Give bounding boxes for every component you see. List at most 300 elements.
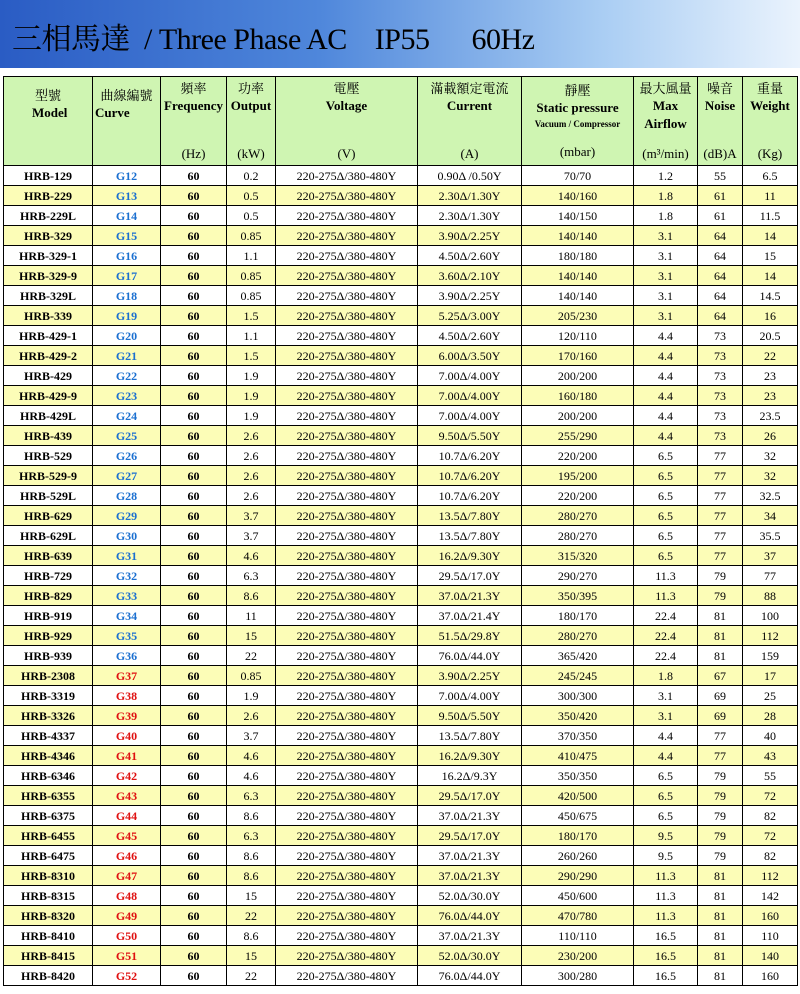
output-cell: 6.3 bbox=[227, 826, 276, 846]
current-cell: 76.0Δ/44.0Y bbox=[418, 966, 522, 986]
noise-cell: 73 bbox=[698, 426, 743, 446]
model-cell: HRB-429-2 bbox=[4, 346, 93, 366]
output-cell: 0.85 bbox=[227, 226, 276, 246]
voltage-cell: 220-275Δ/380-480Y bbox=[276, 746, 418, 766]
table-row bbox=[4, 426, 798, 446]
curve-cell: G37 bbox=[93, 666, 161, 686]
airflow-cell: 4.4 bbox=[634, 746, 698, 766]
voltage-cell: 220-275Δ/380-480Y bbox=[276, 766, 418, 786]
table-row bbox=[4, 366, 798, 386]
curve-cell: G34 bbox=[93, 606, 161, 626]
current-cell: 76.0Δ/44.0Y bbox=[418, 906, 522, 926]
model-cell: HRB-4337 bbox=[4, 726, 93, 746]
weight-cell: 32.5 bbox=[743, 486, 798, 506]
voltage-cell: 220-275Δ/380-480Y bbox=[276, 526, 418, 546]
airflow-cell: 3.1 bbox=[634, 226, 698, 246]
noise-cell: 77 bbox=[698, 506, 743, 526]
frequency-cell: 60 bbox=[161, 606, 227, 626]
model-cell: HRB-8315 bbox=[4, 886, 93, 906]
column-header-cn: 功率 bbox=[237, 81, 264, 96]
airflow-cell: 3.1 bbox=[634, 286, 698, 306]
noise-cell: 81 bbox=[698, 946, 743, 966]
weight-cell: 17 bbox=[743, 666, 798, 686]
current-cell: 6.00Δ/3.50Y bbox=[418, 346, 522, 366]
airflow-cell: 4.4 bbox=[634, 386, 698, 406]
voltage-cell: 220-275Δ/380-480Y bbox=[276, 366, 418, 386]
current-cell: 10.7Δ/6.20Y bbox=[418, 446, 522, 466]
column-header-unit: (dB)A bbox=[703, 146, 737, 161]
pressure-cell: 200/200 bbox=[522, 366, 634, 386]
model-cell: HRB-8420 bbox=[4, 966, 93, 986]
column-header bbox=[161, 77, 227, 166]
frequency-cell: 60 bbox=[161, 666, 227, 686]
noise-cell: 81 bbox=[698, 626, 743, 646]
model-cell: HRB-429-1 bbox=[4, 326, 93, 346]
model-cell: HRB-929 bbox=[4, 626, 93, 646]
table-row bbox=[4, 906, 798, 926]
output-cell: 2.6 bbox=[227, 706, 276, 726]
model-cell: HRB-529-9 bbox=[4, 466, 93, 486]
weight-cell: 35.5 bbox=[743, 526, 798, 546]
noise-cell: 77 bbox=[698, 526, 743, 546]
pressure-cell: 410/475 bbox=[522, 746, 634, 766]
frequency-cell: 60 bbox=[161, 786, 227, 806]
frequency-cell: 60 bbox=[161, 506, 227, 526]
voltage-cell: 220-275Δ/380-480Y bbox=[276, 546, 418, 566]
output-cell: 3.7 bbox=[227, 726, 276, 746]
table-row bbox=[4, 686, 798, 706]
airflow-cell: 3.1 bbox=[634, 306, 698, 326]
table-row bbox=[4, 766, 798, 786]
table-row bbox=[4, 646, 798, 666]
column-header bbox=[698, 77, 743, 166]
model-cell: HRB-629 bbox=[4, 506, 93, 526]
current-cell: 4.50Δ/2.60Y bbox=[418, 326, 522, 346]
output-cell: 6.3 bbox=[227, 566, 276, 586]
model-cell: HRB-429L bbox=[4, 406, 93, 426]
table-row bbox=[4, 246, 798, 266]
curve-cell: G30 bbox=[93, 526, 161, 546]
current-cell: 37.0Δ/21.3Y bbox=[418, 806, 522, 826]
curve-cell: G14 bbox=[93, 206, 161, 226]
curve-cell: G45 bbox=[93, 826, 161, 846]
current-cell: 5.25Δ/3.00Y bbox=[418, 306, 522, 326]
voltage-cell: 220-275Δ/380-480Y bbox=[276, 286, 418, 306]
table-row bbox=[4, 286, 798, 306]
column-header-cn: 頻率 bbox=[180, 81, 207, 96]
table-row bbox=[4, 926, 798, 946]
current-cell: 7.00Δ/4.00Y bbox=[418, 406, 522, 426]
pressure-cell: 365/420 bbox=[522, 646, 634, 666]
pressure-cell: 290/290 bbox=[522, 866, 634, 886]
curve-cell: G47 bbox=[93, 866, 161, 886]
pressure-cell: 120/110 bbox=[522, 326, 634, 346]
noise-cell: 79 bbox=[698, 806, 743, 826]
curve-cell: G51 bbox=[93, 946, 161, 966]
output-cell: 4.6 bbox=[227, 746, 276, 766]
voltage-cell: 220-275Δ/380-480Y bbox=[276, 806, 418, 826]
current-cell: 4.50Δ/2.60Y bbox=[418, 246, 522, 266]
noise-cell: 79 bbox=[698, 826, 743, 846]
output-cell: 8.6 bbox=[227, 926, 276, 946]
output-cell: 22 bbox=[227, 646, 276, 666]
current-cell: 29.5Δ/17.0Y bbox=[418, 566, 522, 586]
model-cell: HRB-429-9 bbox=[4, 386, 93, 406]
airflow-cell: 22.4 bbox=[634, 646, 698, 666]
pressure-cell: 300/280 bbox=[522, 966, 634, 986]
column-header-en: Max bbox=[652, 98, 679, 113]
current-cell: 52.0Δ/30.0Y bbox=[418, 886, 522, 906]
output-cell: 0.85 bbox=[227, 266, 276, 286]
model-cell: HRB-2308 bbox=[4, 666, 93, 686]
voltage-cell: 220-275Δ/380-480Y bbox=[276, 566, 418, 586]
noise-cell: 79 bbox=[698, 786, 743, 806]
noise-cell: 73 bbox=[698, 386, 743, 406]
voltage-cell: 220-275Δ/380-480Y bbox=[276, 886, 418, 906]
voltage-cell: 220-275Δ/380-480Y bbox=[276, 686, 418, 706]
output-cell: 1.9 bbox=[227, 386, 276, 406]
table-row bbox=[4, 866, 798, 886]
curve-cell: G36 bbox=[93, 646, 161, 666]
pressure-cell: 230/200 bbox=[522, 946, 634, 966]
curve-cell: G23 bbox=[93, 386, 161, 406]
frequency-cell: 60 bbox=[161, 186, 227, 206]
curve-cell: G35 bbox=[93, 626, 161, 646]
weight-cell: 37 bbox=[743, 546, 798, 566]
airflow-cell: 22.4 bbox=[634, 626, 698, 646]
weight-cell: 20.5 bbox=[743, 326, 798, 346]
curve-cell: G48 bbox=[93, 886, 161, 906]
output-cell: 2.6 bbox=[227, 426, 276, 446]
curve-cell: G49 bbox=[93, 906, 161, 926]
pressure-cell: 160/180 bbox=[522, 386, 634, 406]
pressure-cell: 420/500 bbox=[522, 786, 634, 806]
curve-cell: G20 bbox=[93, 326, 161, 346]
output-cell: 3.7 bbox=[227, 506, 276, 526]
output-cell: 3.7 bbox=[227, 526, 276, 546]
current-cell: 29.5Δ/17.0Y bbox=[418, 826, 522, 846]
weight-cell: 77 bbox=[743, 566, 798, 586]
frequency-cell: 60 bbox=[161, 826, 227, 846]
curve-cell: G21 bbox=[93, 346, 161, 366]
weight-cell: 159 bbox=[743, 646, 798, 666]
curve-cell: G19 bbox=[93, 306, 161, 326]
output-cell: 0.85 bbox=[227, 286, 276, 306]
pressure-cell: 450/600 bbox=[522, 886, 634, 906]
noise-cell: 81 bbox=[698, 906, 743, 926]
model-cell: HRB-8410 bbox=[4, 926, 93, 946]
column-header bbox=[227, 77, 276, 166]
frequency-cell: 60 bbox=[161, 526, 227, 546]
table-row bbox=[4, 546, 798, 566]
column-header bbox=[418, 77, 522, 166]
noise-cell: 69 bbox=[698, 706, 743, 726]
frequency-cell: 60 bbox=[161, 946, 227, 966]
output-cell: 4.6 bbox=[227, 766, 276, 786]
current-cell: 9.50Δ/5.50Y bbox=[418, 706, 522, 726]
current-cell: 3.90Δ/2.25Y bbox=[418, 226, 522, 246]
airflow-cell: 11.3 bbox=[634, 906, 698, 926]
curve-cell: G18 bbox=[93, 286, 161, 306]
current-cell: 16.2Δ/9.3Y bbox=[418, 766, 522, 786]
current-cell: 52.0Δ/30.0Y bbox=[418, 946, 522, 966]
frequency-cell: 60 bbox=[161, 626, 227, 646]
current-cell: 13.5Δ/7.80Y bbox=[418, 506, 522, 526]
table-row bbox=[4, 566, 798, 586]
column-header-en2: Airflow bbox=[644, 116, 687, 131]
column-header-en: Frequency bbox=[164, 98, 223, 113]
table-row bbox=[4, 266, 798, 286]
output-cell: 0.5 bbox=[227, 206, 276, 226]
column-header-en: Static pressure bbox=[536, 100, 619, 115]
noise-cell: 79 bbox=[698, 766, 743, 786]
curve-cell: G39 bbox=[93, 706, 161, 726]
airflow-cell: 4.4 bbox=[634, 366, 698, 386]
title-bar bbox=[0, 0, 800, 68]
curve-cell: G42 bbox=[93, 766, 161, 786]
airflow-cell: 6.5 bbox=[634, 506, 698, 526]
voltage-cell: 220-275Δ/380-480Y bbox=[276, 446, 418, 466]
curve-cell: G29 bbox=[93, 506, 161, 526]
table-row bbox=[4, 806, 798, 826]
column-header-unit: (Kg) bbox=[757, 146, 783, 161]
curve-cell: G17 bbox=[93, 266, 161, 286]
frequency-cell: 60 bbox=[161, 446, 227, 466]
airflow-cell: 3.1 bbox=[634, 686, 698, 706]
pressure-cell: 220/200 bbox=[522, 446, 634, 466]
noise-cell: 81 bbox=[698, 926, 743, 946]
table-body bbox=[4, 166, 798, 986]
model-cell: HRB-339 bbox=[4, 306, 93, 326]
column-header-unit: (mbar) bbox=[559, 144, 596, 159]
frequency-cell: 60 bbox=[161, 486, 227, 506]
table-row bbox=[4, 486, 798, 506]
pressure-cell: 300/300 bbox=[522, 686, 634, 706]
model-cell: HRB-829 bbox=[4, 586, 93, 606]
column-header-unit: (A) bbox=[460, 146, 479, 161]
column-header-unit: (Hz) bbox=[181, 146, 206, 161]
current-cell: 10.7Δ/6.20Y bbox=[418, 486, 522, 506]
frequency-cell: 60 bbox=[161, 746, 227, 766]
weight-cell: 28 bbox=[743, 706, 798, 726]
noise-cell: 79 bbox=[698, 566, 743, 586]
column-header bbox=[522, 77, 634, 166]
voltage-cell: 220-275Δ/380-480Y bbox=[276, 946, 418, 966]
current-cell: 76.0Δ/44.0Y bbox=[418, 646, 522, 666]
spec-table bbox=[3, 76, 798, 986]
voltage-cell: 220-275Δ/380-480Y bbox=[276, 506, 418, 526]
weight-cell: 14 bbox=[743, 266, 798, 286]
voltage-cell: 220-275Δ/380-480Y bbox=[276, 266, 418, 286]
pressure-cell: 170/160 bbox=[522, 346, 634, 366]
airflow-cell: 1.8 bbox=[634, 186, 698, 206]
table-row bbox=[4, 406, 798, 426]
weight-cell: 32 bbox=[743, 466, 798, 486]
model-cell: HRB-529L bbox=[4, 486, 93, 506]
airflow-cell: 16.5 bbox=[634, 946, 698, 966]
model-cell: HRB-939 bbox=[4, 646, 93, 666]
noise-cell: 73 bbox=[698, 406, 743, 426]
output-cell: 6.3 bbox=[227, 786, 276, 806]
weight-cell: 88 bbox=[743, 586, 798, 606]
column-header bbox=[743, 77, 798, 166]
pressure-cell: 195/200 bbox=[522, 466, 634, 486]
model-cell: HRB-229 bbox=[4, 186, 93, 206]
table-row bbox=[4, 826, 798, 846]
table-row bbox=[4, 886, 798, 906]
pressure-cell: 180/170 bbox=[522, 606, 634, 626]
column-header-en: Curve bbox=[95, 105, 130, 120]
frequency-cell: 60 bbox=[161, 406, 227, 426]
voltage-cell: 220-275Δ/380-480Y bbox=[276, 246, 418, 266]
pressure-cell: 350/420 bbox=[522, 706, 634, 726]
model-cell: HRB-729 bbox=[4, 566, 93, 586]
table-row bbox=[4, 306, 798, 326]
airflow-cell: 1.2 bbox=[634, 166, 698, 186]
airflow-cell: 6.5 bbox=[634, 786, 698, 806]
noise-cell: 81 bbox=[698, 646, 743, 666]
airflow-cell: 16.5 bbox=[634, 926, 698, 946]
curve-cell: G15 bbox=[93, 226, 161, 246]
frequency-cell: 60 bbox=[161, 266, 227, 286]
noise-cell: 79 bbox=[698, 846, 743, 866]
pressure-cell: 110/110 bbox=[522, 926, 634, 946]
pressure-cell: 140/150 bbox=[522, 206, 634, 226]
frequency-cell: 60 bbox=[161, 846, 227, 866]
column-header bbox=[4, 77, 93, 166]
table-row bbox=[4, 526, 798, 546]
noise-cell: 73 bbox=[698, 346, 743, 366]
current-cell: 3.90Δ/2.25Y bbox=[418, 666, 522, 686]
frequency-cell: 60 bbox=[161, 806, 227, 826]
column-header bbox=[93, 77, 161, 166]
model-cell: HRB-6346 bbox=[4, 766, 93, 786]
pressure-cell: 140/140 bbox=[522, 226, 634, 246]
curve-cell: G13 bbox=[93, 186, 161, 206]
noise-cell: 64 bbox=[698, 246, 743, 266]
current-cell: 37.0Δ/21.4Y bbox=[418, 606, 522, 626]
pressure-cell: 450/675 bbox=[522, 806, 634, 826]
curve-cell: G43 bbox=[93, 786, 161, 806]
model-cell: HRB-229L bbox=[4, 206, 93, 226]
voltage-cell: 220-275Δ/380-480Y bbox=[276, 846, 418, 866]
weight-cell: 72 bbox=[743, 826, 798, 846]
output-cell: 0.2 bbox=[227, 166, 276, 186]
voltage-cell: 220-275Δ/380-480Y bbox=[276, 866, 418, 886]
column-header bbox=[634, 77, 698, 166]
column-header-en: Model bbox=[32, 105, 68, 120]
column-header-sub: Vacuum / Compressor bbox=[534, 119, 621, 129]
noise-cell: 79 bbox=[698, 586, 743, 606]
table-row bbox=[4, 186, 798, 206]
table-row bbox=[4, 326, 798, 346]
weight-cell: 15 bbox=[743, 246, 798, 266]
voltage-cell: 220-275Δ/380-480Y bbox=[276, 306, 418, 326]
header-row bbox=[4, 77, 798, 166]
airflow-cell: 4.4 bbox=[634, 426, 698, 446]
weight-cell: 72 bbox=[743, 786, 798, 806]
frequency-cell: 60 bbox=[161, 386, 227, 406]
model-cell: HRB-629L bbox=[4, 526, 93, 546]
airflow-cell: 9.5 bbox=[634, 846, 698, 866]
noise-cell: 77 bbox=[698, 446, 743, 466]
frequency-cell: 60 bbox=[161, 326, 227, 346]
column-header-unit: (kW) bbox=[237, 146, 265, 161]
model-cell: HRB-329 bbox=[4, 226, 93, 246]
output-cell: 1.1 bbox=[227, 246, 276, 266]
weight-cell: 22 bbox=[743, 346, 798, 366]
current-cell: 37.0Δ/21.3Y bbox=[418, 586, 522, 606]
pressure-cell: 280/270 bbox=[522, 506, 634, 526]
airflow-cell: 6.5 bbox=[634, 766, 698, 786]
noise-cell: 81 bbox=[698, 606, 743, 626]
airflow-cell: 11.3 bbox=[634, 586, 698, 606]
airflow-cell: 9.5 bbox=[634, 826, 698, 846]
frequency-cell: 60 bbox=[161, 686, 227, 706]
table-row bbox=[4, 586, 798, 606]
table-row bbox=[4, 746, 798, 766]
frequency-cell: 60 bbox=[161, 886, 227, 906]
frequency-cell: 60 bbox=[161, 306, 227, 326]
current-cell: 2.30Δ/1.30Y bbox=[418, 206, 522, 226]
current-cell: 7.00Δ/4.00Y bbox=[418, 686, 522, 706]
voltage-cell: 220-275Δ/380-480Y bbox=[276, 726, 418, 746]
current-cell: 16.2Δ/9.30Y bbox=[418, 546, 522, 566]
airflow-cell: 4.4 bbox=[634, 346, 698, 366]
column-header-cn: 重量 bbox=[756, 81, 783, 96]
weight-cell: 34 bbox=[743, 506, 798, 526]
output-cell: 1.9 bbox=[227, 406, 276, 426]
airflow-cell: 6.5 bbox=[634, 446, 698, 466]
column-header bbox=[276, 77, 418, 166]
frequency-cell: 60 bbox=[161, 426, 227, 446]
weight-cell: 110 bbox=[743, 926, 798, 946]
output-cell: 8.6 bbox=[227, 846, 276, 866]
current-cell: 3.60Δ/2.10Y bbox=[418, 266, 522, 286]
weight-cell: 23 bbox=[743, 366, 798, 386]
current-cell: 13.5Δ/7.80Y bbox=[418, 726, 522, 746]
voltage-cell: 220-275Δ/380-480Y bbox=[276, 606, 418, 626]
current-cell: 7.00Δ/4.00Y bbox=[418, 366, 522, 386]
model-cell: HRB-529 bbox=[4, 446, 93, 466]
table-row bbox=[4, 446, 798, 466]
noise-cell: 69 bbox=[698, 686, 743, 706]
column-header-en: Noise bbox=[704, 98, 736, 113]
output-cell: 15 bbox=[227, 626, 276, 646]
curve-cell: G12 bbox=[93, 166, 161, 186]
weight-cell: 11.5 bbox=[743, 206, 798, 226]
noise-cell: 77 bbox=[698, 746, 743, 766]
curve-cell: G25 bbox=[93, 426, 161, 446]
frequency-cell: 60 bbox=[161, 726, 227, 746]
column-header-unit: (m³/min) bbox=[642, 146, 689, 161]
frequency-cell: 60 bbox=[161, 966, 227, 986]
frequency-cell: 60 bbox=[161, 366, 227, 386]
weight-cell: 160 bbox=[743, 966, 798, 986]
airflow-cell: 6.5 bbox=[634, 546, 698, 566]
weight-cell: 26 bbox=[743, 426, 798, 446]
current-cell: 13.5Δ/7.80Y bbox=[418, 526, 522, 546]
output-cell: 15 bbox=[227, 886, 276, 906]
model-cell: HRB-6455 bbox=[4, 826, 93, 846]
pressure-cell: 350/395 bbox=[522, 586, 634, 606]
weight-cell: 142 bbox=[743, 886, 798, 906]
weight-cell: 14.5 bbox=[743, 286, 798, 306]
curve-cell: G50 bbox=[93, 926, 161, 946]
airflow-cell: 1.8 bbox=[634, 666, 698, 686]
pressure-cell: 350/350 bbox=[522, 766, 634, 786]
pressure-cell: 370/350 bbox=[522, 726, 634, 746]
